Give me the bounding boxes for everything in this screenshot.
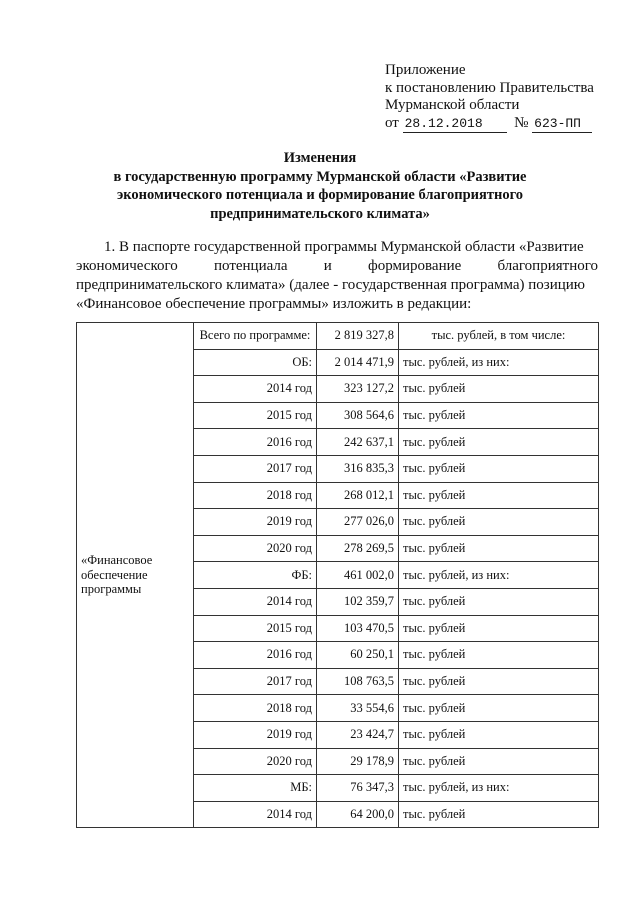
paragraph-line-1: 1. В паспорте государственной программы Мурманской области «Развитие: [104, 239, 584, 255]
appendix-number: 623-ПП: [532, 115, 592, 134]
appendix-block: [385, 62, 594, 133]
document-title: [60, 149, 580, 223]
row-unit: тыс. рублей: [399, 455, 599, 482]
appendix-region: Мурманской области: [385, 97, 520, 113]
appendix-resolution: к постановлению Правительства: [385, 79, 594, 96]
title-line-1: Изменения: [283, 150, 357, 166]
row-unit: тыс. рублей: [399, 801, 599, 828]
row-label: 2014 год: [194, 801, 317, 828]
row-label: ФБ:: [194, 562, 317, 589]
paragraph-line-3: предпринимательского климата» (далее - государственная программа) позицию: [76, 277, 586, 293]
row-label: 2017 год: [194, 668, 317, 695]
row-label: 2019 год: [194, 509, 317, 536]
row-value: 277 026,0: [317, 509, 399, 536]
table-row: [77, 323, 599, 350]
row-label: 2017 год: [194, 455, 317, 482]
row-label: 2015 год: [194, 402, 317, 429]
row-value: 268 012,1: [317, 482, 399, 509]
row-unit: тыс. рублей: [399, 482, 599, 509]
row-unit: тыс. рублей: [399, 588, 599, 615]
row-unit: тыс. рублей, в том числе:: [399, 323, 599, 350]
paragraph-line-4: «Финансовое обеспечение программы» изложить в редакции:: [76, 296, 472, 312]
row-value: 29 178,9: [317, 748, 399, 775]
row-label: 2016 год: [194, 429, 317, 456]
row-value: 2 014 471,9: [317, 349, 399, 376]
row-label: 2016 год: [194, 642, 317, 669]
body-paragraph: [76, 238, 598, 314]
row-unit: тыс. рублей: [399, 535, 599, 562]
paragraph-line-2: экономического потенциала и формирование благоприятного: [76, 258, 598, 274]
appendix-date: 28.12.2018: [403, 115, 507, 134]
row-label: 2020 год: [194, 535, 317, 562]
row-unit: тыс. рублей, из них:: [399, 775, 599, 802]
row-value: 242 637,1: [317, 429, 399, 456]
row-unit: тыс. рублей, из них:: [399, 349, 599, 376]
row-value: 60 250,1: [317, 642, 399, 669]
row-label: МБ:: [194, 775, 317, 802]
row-label: 2015 год: [194, 615, 317, 642]
row-label: 2014 год: [194, 588, 317, 615]
row-unit: тыс. рублей: [399, 721, 599, 748]
row-unit: тыс. рублей: [399, 748, 599, 775]
row-value: 64 200,0: [317, 801, 399, 828]
row-unit: тыс. рублей: [399, 615, 599, 642]
row-unit: тыс. рублей: [399, 642, 599, 669]
section-label: «Финансовое обеспечение программы: [77, 323, 194, 828]
row-value: 278 269,5: [317, 535, 399, 562]
row-unit: тыс. рублей: [399, 509, 599, 536]
row-value: 102 359,7: [317, 588, 399, 615]
financing-table: [76, 322, 599, 828]
row-label: 2018 год: [194, 695, 317, 722]
row-unit: тыс. рублей: [399, 695, 599, 722]
appendix-title: Приложение: [385, 62, 466, 78]
title-line-4: предпринимательского климата»: [210, 205, 430, 222]
row-unit: тыс. рублей: [399, 429, 599, 456]
row-value: 323 127,2: [317, 376, 399, 403]
row-value: 76 347,3: [317, 775, 399, 802]
row-label: Всего по программе:: [194, 323, 317, 350]
row-value: 316 835,3: [317, 455, 399, 482]
row-label: 2019 год: [194, 721, 317, 748]
row-value: 103 470,5: [317, 615, 399, 642]
row-value: 108 763,5: [317, 668, 399, 695]
row-value: 33 554,6: [317, 695, 399, 722]
row-label: 2014 год: [194, 376, 317, 403]
appendix-number-sign: №: [514, 114, 529, 131]
row-value: 308 564,6: [317, 402, 399, 429]
row-value: 23 424,7: [317, 721, 399, 748]
row-value: 461 002,0: [317, 562, 399, 589]
row-label: 2018 год: [194, 482, 317, 509]
row-unit: тыс. рублей, из них:: [399, 562, 599, 589]
row-unit: тыс. рублей: [399, 376, 599, 403]
appendix-from: от: [385, 114, 399, 131]
row-unit: тыс. рублей: [399, 668, 599, 695]
row-value: 2 819 327,8: [317, 323, 399, 350]
title-line-2: в государственную программу Мурманской области «Развитие: [113, 168, 527, 185]
row-label: 2020 год: [194, 748, 317, 775]
row-label: ОБ:: [194, 349, 317, 376]
appendix-date-number: [385, 115, 594, 134]
title-line-3: экономического потенциала и формирование благоприятного: [116, 187, 524, 203]
row-unit: тыс. рублей: [399, 402, 599, 429]
